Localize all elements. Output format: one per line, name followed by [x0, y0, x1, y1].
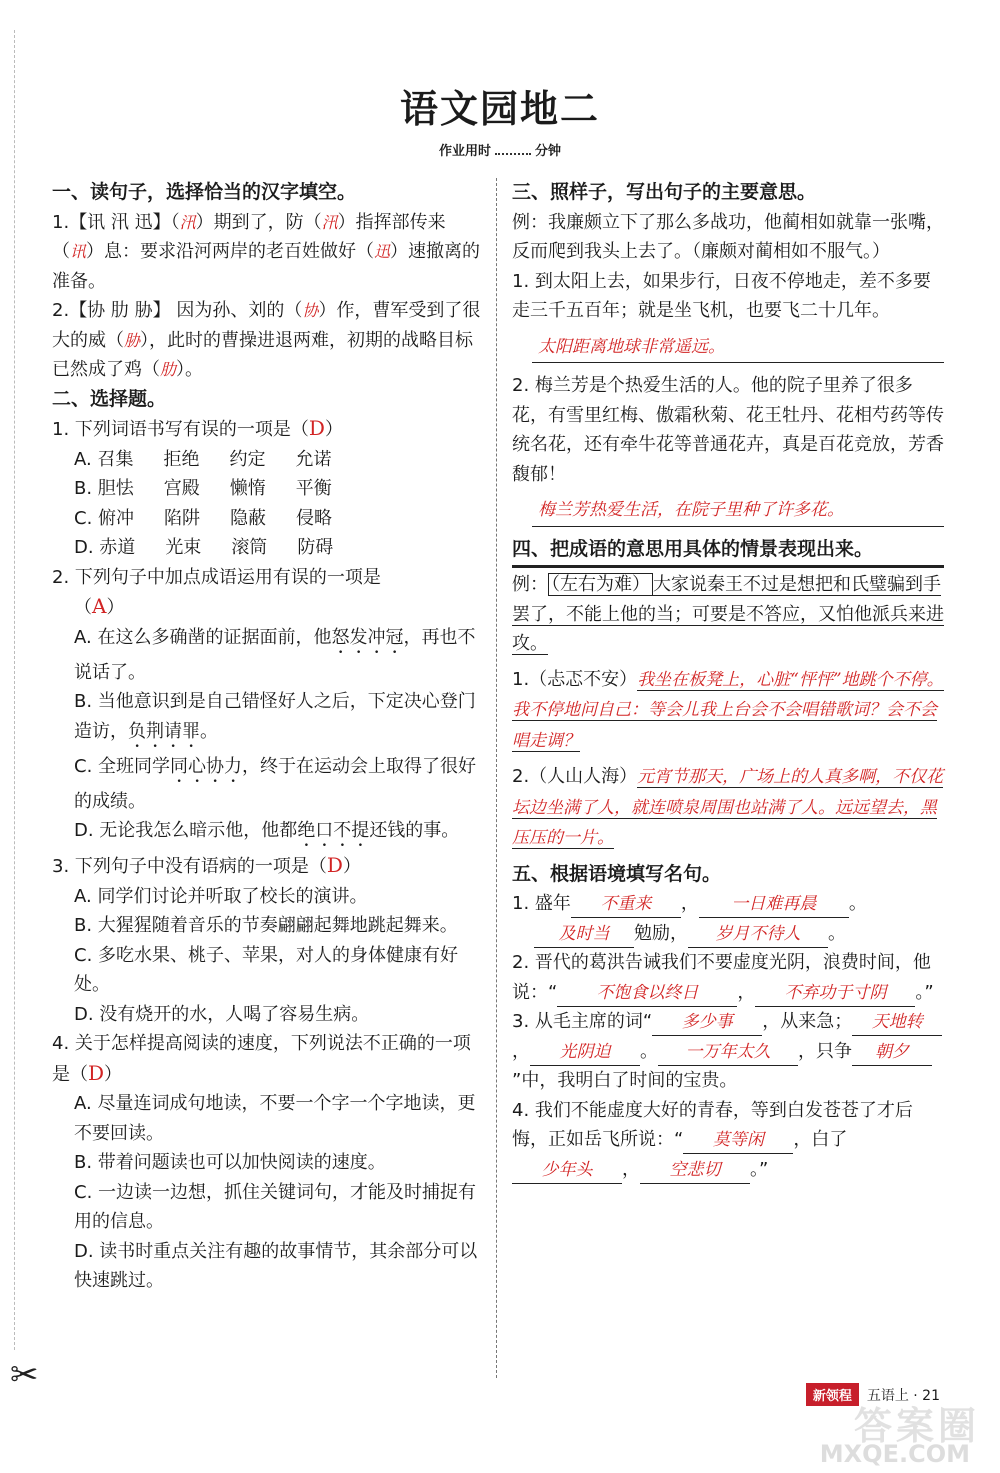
s2-q2-answer: （A）: [74, 594, 125, 618]
s2-q1-option-d: D. 赤道 光束 滚筒 防碍: [74, 537, 334, 558]
s3-question-2: 2. 梅兰芳是个热爱生活的人。他的院子里养了很多花，有雪里红梅、傲霜秋菊、花王牡丹、花相芍药等传统名花，还有牵牛花等普通花卉，真是百花竞放，芳香馥郁！: [512, 375, 944, 485]
column-divider: [496, 178, 497, 1378]
s2-q2-option-d: D. 无论我怎么暗示他，他都绝口不提还钱的事。: [74, 820, 460, 841]
section-5-title: 五、根据语境填写名句。: [512, 862, 722, 885]
cut-line: [14, 30, 15, 1350]
s2-q1-option-a: A. 召集 拒绝 约定 允诺: [74, 448, 332, 470]
section-4-title: 四、把成语的意思用具体的情景表现出来。: [512, 535, 944, 569]
section-1-title: 一、读句子，选择恰当的汉字填空。: [52, 181, 357, 203]
s4-question-1: 1.（忐忑不安）我坐在板凳上，心脏“怦怦”地跳个不停。我不停地问自己：等会儿我上台会不会唱错歌词？会不会唱走调？: [512, 668, 944, 751]
s5-question-4: 4. 我们不能虚度大好的青春，等到白发苍苍了才后悔，正如岳飞所说：“ 莫等闲 ，白了少年头 ， 空悲切 。”: [512, 1096, 944, 1185]
s2-q2-option-a: A. 在这么多确凿的证据面前，他怒发冲冠，再也不说话了。: [74, 626, 476, 683]
s1-question-2: 2.【协 肋 胁】 因为孙、刘的（协）作，曹军受到了很大的威（胁），此时的曹操进退两难，初期的战略目标已然成了鸡（肋）。: [52, 300, 481, 380]
s3-answer-1-line: 太阳距离地球非常遥远。: [532, 332, 944, 364]
time-blank: [495, 153, 531, 155]
s2-question-4: 4. 关于怎样提高阅读的速度，下列说法不正确的一项是（D）: [52, 1033, 471, 1085]
s2-q1-option-b: B. 胆怯 宫殿 懒惰 平衡: [74, 478, 332, 499]
s2-q3-option-b: B. 大猩猩随着音乐的节奏翩翩起舞地跳起舞来。: [74, 915, 458, 936]
s2-q2-option-b: B. 当他意识到是自己错怪好人之后，下定决心登门造访，负荆请罪。: [74, 691, 476, 742]
s2-question-1: 1. 下列词语书写有误的一项是（D）: [52, 416, 343, 440]
s2-q4-option-c: C. 一边读一边想，抓住关键词句，才能及时捕捉有用的信息。: [74, 1181, 477, 1232]
section-3-title: 三、照样子，写出句子的主要意思。: [512, 181, 817, 203]
homework-time: 作业用时 分钟: [438, 144, 562, 159]
s5-question-1: 1. 盛年 不重来 ， 一日难再晨 。 及时当 勉励， 岁月不待人 。: [512, 889, 944, 948]
right-column: [512, 178, 944, 1184]
s2-q3-option-c: C. 多吃水果、桃子、苹果，对人的身体健康有好处。: [74, 944, 459, 995]
watermark: 答案圈: [853, 1404, 980, 1448]
s5-question-2: 2. 晋代的葛洪告诫我们不要虚度光阴，浪费时间，他说：“ 不饱食以终日 ， 不弃功于寸阴 。”: [512, 948, 944, 1007]
s1-question-1: 1.【讯 汛 迅】（汛）期到了，防（汛）指挥部传来（讯）息：要求沿河两岸的老百姓做好（迅）速撤离的准备。: [52, 211, 481, 292]
s3-question-1: 1. 到太阳上去，如果步行，日夜不停地走，差不多要走三千五百年；就是坐飞机，也要飞二十几年。: [512, 270, 931, 321]
section-2-title: 二、选择题。: [52, 387, 167, 410]
s2-q4-option-d: D. 读书时重点关注有趣的故事情节，其余部分可以快速跳过。: [74, 1240, 478, 1291]
s2-q2-option-c: C. 全班同学同心协力，终于在运动会上取得了很好的成绩。: [74, 755, 477, 812]
s5-question-3: 3. 从毛主席的词“ 多少事 ，从来急； 天地转， 光阴迫 。 一万年太久 ，只争 朝夕”中，我明白了时间的宝贵。: [512, 1007, 944, 1096]
s2-question-3: 3. 下列句子中没有语病的一项是（D）: [52, 853, 361, 877]
page-number: 五语上 · 21: [866, 1387, 940, 1404]
s2-q3-option-a: A. 同学们讨论并听取了校长的演讲。: [74, 885, 368, 907]
s2-q4-option-a: A. 尽量连词成句地读，不要一个字一个字地读，更不要回读。: [74, 1093, 476, 1144]
scissors-icon: ✂: [10, 1355, 39, 1395]
s2-q4-option-b: B. 带着问题读也可以加快阅读的速度。: [74, 1152, 386, 1173]
left-column: [52, 178, 484, 1296]
s4-example: 例： （左右为难） 大家说秦王不过是想把和氏璧骗到手罢了，不能上他的当；可要是不答应，又怕他派兵来进攻。: [512, 574, 944, 654]
page-title: 语文园地二: [399, 87, 600, 131]
s4-question-2: 2.（人山人海）元宵节那天，广场上的人真多啊，不仅花坛边坐满了人，就连喷泉周围也站满了人。远远望去，黑压压的一片。: [512, 766, 944, 848]
s3-example: 例：我廉颇立下了那么多战功，他蔺相如就靠一张嘴，反而爬到我头上去了。（廉颇对蔺相如不服气。）: [512, 211, 944, 262]
s2-q3-option-d: D. 没有烧开的水，人喝了容易生病。: [74, 1003, 370, 1025]
s2-question-2: 2. 下列句子中加点成语运用有误的一项是: [52, 566, 381, 588]
watermark-url: MXQE.COM: [819, 1440, 970, 1468]
brand-badge: 新领程: [806, 1383, 859, 1406]
s2-q1-option-c: C. 俯冲 陷阱 隐蔽 侵略: [74, 507, 333, 529]
s3-answer-2-line: 梅兰芳热爱生活，在院子里种了许多花。: [532, 495, 944, 527]
